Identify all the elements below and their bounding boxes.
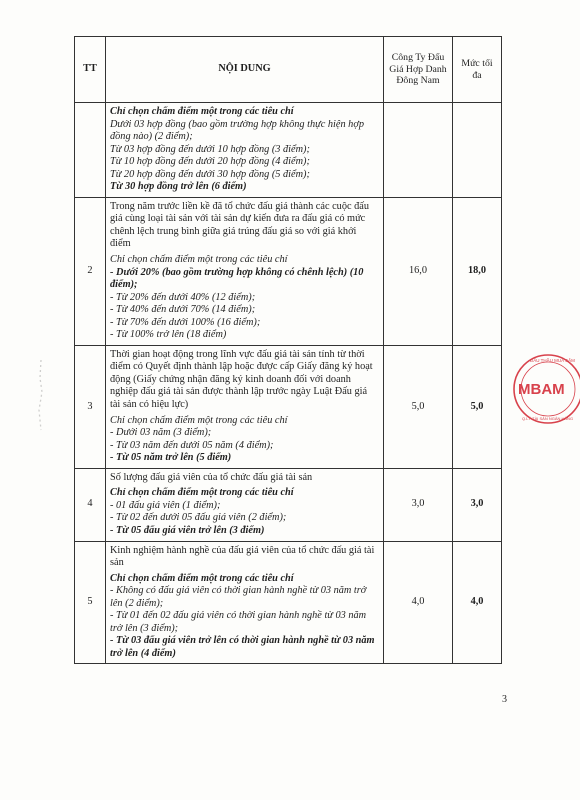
max-score: 18,0 [453,197,502,345]
page-number: 3 [502,694,507,705]
criteria-content [106,541,384,664]
company-score: 4,0 [384,541,453,664]
criteria-line: - Dưới 03 năm (3 điểm); [110,427,212,439]
company-score: 3,0 [384,468,453,541]
criteria-line: - Từ 100% trở lên (18 điểm) [110,329,227,341]
max-score: 3,0 [453,468,502,541]
table-row [75,541,502,664]
company-score: 5,0 [384,345,453,468]
table-row [75,345,502,468]
criteria-line: - 01 đấu giá viên (1 điểm); [110,499,221,511]
criteria-content [106,103,384,198]
table-header-row [75,37,502,103]
criteria-content [106,468,384,541]
company-score [384,103,453,198]
row-number: 3 [75,345,106,468]
criteria-line: - Dưới 20% (bao gồm trường hợp không có chênh lệch) (10 điểm); [110,266,364,291]
row-number: 2 [75,197,106,345]
criteria-line: Từ 30 hợp đồng trở lên (6 điểm) [110,181,247,193]
criteria-line: Trong năm trước liền kề đã tổ chức đấu giá thành các cuộc đấu giá cùng loại tài sản với tài sản dự kiến đưa ra đấu giá có mức chênh lệch trung bình giữa giá trúng đấu giá so với giá khởi điểm [110,200,369,250]
table-row [75,197,502,345]
max-score [453,103,502,198]
scoring-table [74,36,502,664]
header-noi-dung: NỘI DUNG [106,37,384,103]
max-score: 5,0 [453,345,502,468]
criteria-line: Chỉ chọn chấm điểm một trong các tiêu chí [110,572,294,584]
criteria-line: - Từ 05 đấu giá viên trở lên (3 điểm) [110,524,265,536]
criteria-line: - Không có đấu giá viên có thời gian hành nghề từ 03 năm trở lên (2 điểm); [110,585,367,609]
criteria-line: - Từ 20% đến dưới 40% (12 điểm); [110,291,256,303]
criteria-line: Chỉ chọn chấm điểm một trong các tiêu chí [110,254,288,266]
criteria-line: - Từ 05 năm trở lên (5 điểm) [110,452,232,464]
criteria-line: Chỉ chọn chấm điểm một trong các tiêu chí [110,106,294,117]
criteria-line: - Từ 03 năm đến dưới 05 năm (4 điểm); [110,439,274,451]
company-seal [508,346,580,432]
max-score: 4,0 [453,541,502,664]
criteria-line: - Từ 02 đến dưới 05 đấu giá viên (2 điểm); [110,512,287,524]
svg-text:MBAM: MBAM [518,381,565,398]
header-tt: TT [75,37,106,103]
table-body [75,103,502,664]
table-row [75,103,502,198]
header-max: Mức tối đa [453,37,502,103]
svg-text:Q.LÝ TÀI SẢN NGÂN HÀNG: Q.LÝ TÀI SẢN NGÂN HÀNG [522,416,574,421]
criteria-line: Từ 10 hợp đồng đến dưới 20 hợp đồng (4 điểm); [110,156,310,168]
criteria-line: Số lượng đấu giá viên của tổ chức đấu giá tài sản [110,471,313,483]
criteria-line: - Từ 01 đến 02 đấu giá viên có thời gian hành nghề từ 03 năm trở lên (3 điểm); [110,610,367,634]
criteria-line: - Từ 40% đến dưới 70% (14 điểm); [110,304,256,316]
criteria-line: Chỉ chọn chấm điểm một trong các tiêu chí [110,487,294,499]
criteria-line: - Từ 70% đến dưới 100% (16 điểm); [110,316,261,328]
criteria-content [106,345,384,468]
criteria-line: - Từ 03 đấu giá viên trở lên có thời gian hành nghề từ 03 năm trở lên (4 điểm) [110,635,375,659]
row-number: 5 [75,541,106,664]
criteria-line: Từ 03 hợp đồng đến dưới 10 hợp đồng (3 điểm); [110,143,310,155]
criteria-line: Dưới 03 hợp đồng (bao gồm trường hợp không thực hiện hợp đồng nào) (2 điểm); [110,118,364,143]
header-company: Công Ty Đấu Giá Hợp Danh Đông Nam [384,37,453,103]
criteria-content [106,197,384,345]
criteria-line: Thời gian hoạt động trong lĩnh vực đấu giá tài sản tính từ thời điểm có Quyết định thành lập hoặc được cấp Giấy đăng ký hoạt động (Giấy chứng nhận đăng ký kinh doanh đối với doanh nghiệp đấu giá tài sản được thành lập trước ngày Luật Đấu giá tài sản có hiệu lực) [110,348,373,411]
criteria-line: Kinh nghiệm hành nghề của đấu giá viên của tổ chức đấu giá tài sản [110,544,375,569]
scan-smudge [36,360,46,430]
svg-text:ĐẤU THẦU MUA SẮM: ĐẤU THẦU MUA SẮM [530,358,575,363]
criteria-line: Chỉ chọn chấm điểm một trong các tiêu chí [110,414,288,426]
row-number [75,103,106,198]
table-row [75,468,502,541]
criteria-line: Từ 20 hợp đồng đến dưới 30 hợp đồng (5 điểm); [110,168,310,180]
row-number: 4 [75,468,106,541]
company-score: 16,0 [384,197,453,345]
